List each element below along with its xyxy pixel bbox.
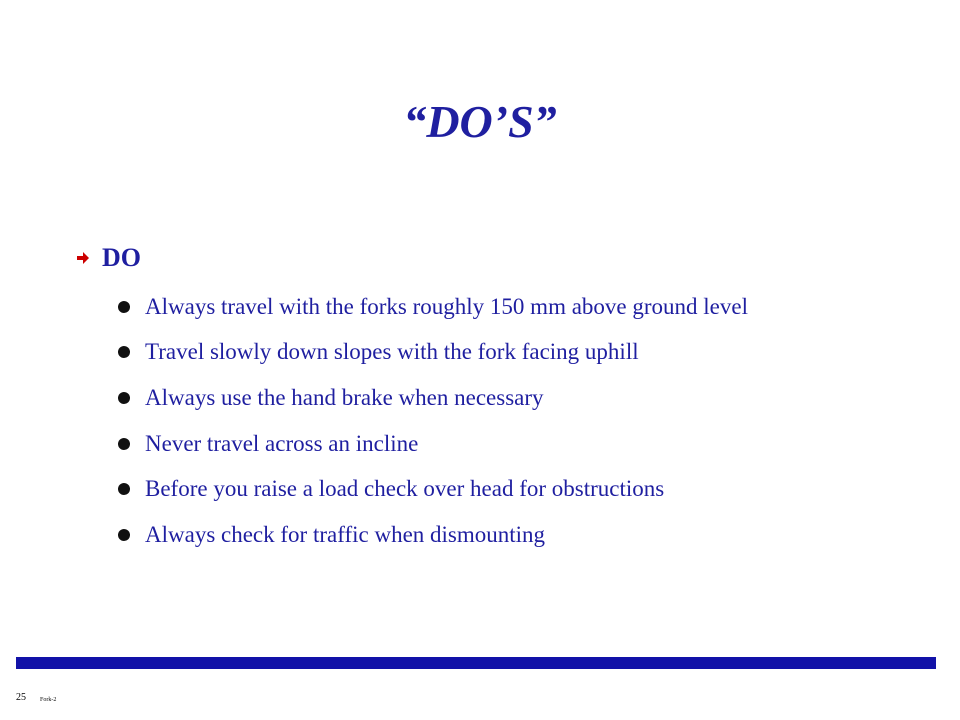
right-arrow-icon	[76, 251, 90, 265]
bullet-icon	[118, 301, 130, 313]
bullet-icon	[118, 346, 130, 358]
list-item	[118, 330, 748, 376]
section-heading	[76, 240, 141, 276]
slide-title: “DO’S”	[403, 96, 557, 147]
bullet-text: Travel slowly down slopes with the fork facing uphill	[145, 339, 639, 365]
list-item	[118, 284, 748, 330]
bullet-text: Always use the hand brake when necessary	[145, 384, 544, 410]
bullet-icon	[118, 483, 130, 495]
bullet-text: Never travel across an incline	[145, 430, 419, 456]
list-item	[118, 421, 748, 467]
list-item	[118, 466, 748, 512]
page-number: 25	[16, 692, 26, 703]
bullet-list	[118, 284, 748, 558]
bullet-icon	[118, 438, 130, 450]
section-label: DO	[102, 243, 141, 272]
footer-bar	[16, 657, 936, 669]
bullet-text: Before you raise a load check over head for obstructions	[145, 476, 665, 502]
list-item	[118, 375, 748, 421]
list-item	[118, 512, 748, 558]
bullet-text: Always check for traffic when dismounting	[145, 521, 546, 547]
bullet-icon	[118, 529, 130, 541]
bullet-text: Always travel with the forks roughly 150 mm above ground level	[145, 293, 748, 319]
bullet-icon	[118, 392, 130, 404]
footer-code: Fork-2	[40, 697, 57, 703]
